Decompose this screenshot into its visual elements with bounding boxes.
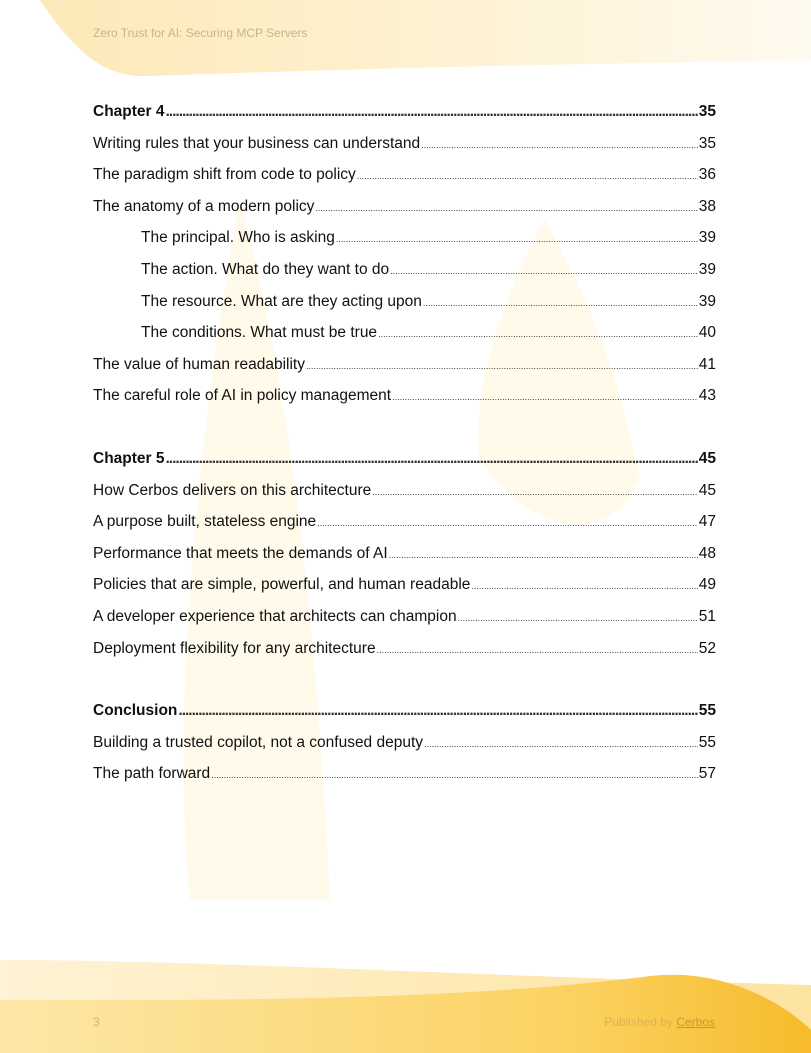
dot-leader: [178, 695, 697, 727]
dot-leader: [372, 475, 697, 509]
toc-entry-label: The resource. What are they acting upon: [141, 292, 422, 310]
dot-leader: [211, 758, 698, 792]
toc-section-chapter-5: [93, 443, 716, 664]
document-running-title: Zero Trust for AI: Securing MCP Servers: [93, 26, 308, 40]
toc-subentry[interactable]: [93, 254, 716, 286]
toc-entry-label: The anatomy of a modern policy: [93, 197, 315, 215]
dot-leader: [458, 601, 698, 635]
toc-page-number: 45: [698, 449, 716, 467]
toc-page-number: 39: [698, 292, 716, 310]
toc-subentry[interactable]: [93, 222, 716, 254]
toc-heading-label: Chapter 4: [93, 103, 165, 120]
toc-entry-label: The paradigm shift from code to policy: [93, 166, 356, 184]
toc-entry-label: Writing rules that your business can understand: [93, 134, 421, 152]
toc-entry-label: The principal. Who is asking: [141, 229, 335, 247]
dot-leader: [306, 349, 698, 383]
toc-entry-label: The action. What do they want to do: [141, 260, 390, 278]
toc-subentry[interactable]: [93, 317, 716, 349]
toc-page-number: 55: [698, 702, 716, 720]
dot-leader: [315, 191, 697, 225]
toc-page-number: 41: [698, 355, 716, 373]
table-of-contents: [93, 96, 716, 821]
toc-entry[interactable]: [93, 538, 716, 570]
toc-page-number: 48: [698, 544, 716, 562]
toc-entry-label: The careful role of AI in policy management: [93, 387, 392, 405]
toc-entry-label: The conditions. What must be true: [141, 324, 378, 342]
toc-entry-label: Deployment flexibility for any architecture: [93, 639, 376, 657]
toc-entry[interactable]: [93, 128, 716, 160]
toc-subentry[interactable]: [93, 286, 716, 318]
toc-entry-label: The path forward: [93, 765, 211, 783]
toc-page-number: 49: [698, 576, 716, 594]
dot-leader: [166, 96, 698, 128]
dot-leader: [336, 222, 698, 256]
toc-page-number: 43: [698, 387, 716, 405]
toc-entry-label: A purpose built, stateless engine: [93, 513, 317, 531]
toc-heading-label: Conclusion: [93, 702, 178, 720]
dot-leader: [166, 443, 698, 475]
toc-heading[interactable]: [93, 695, 716, 727]
toc-section-chapter-4: [93, 96, 716, 412]
toc-page-number: 39: [698, 229, 716, 247]
toc-entry[interactable]: [93, 191, 716, 223]
toc-entry-label: Building a trusted copilot, not a confused deputy: [93, 733, 424, 751]
toc-page-number: 38: [698, 197, 716, 215]
toc-entry-label: Policies that are simple, powerful, and human readable: [93, 576, 471, 594]
toc-page-number: 35: [698, 103, 716, 120]
toc-page-number: 36: [698, 166, 716, 184]
publisher-credit: [604, 1015, 715, 1029]
toc-section-conclusion: [93, 695, 716, 790]
toc-page-number: 45: [698, 481, 716, 499]
toc-entry[interactable]: [93, 569, 716, 601]
toc-heading[interactable]: [93, 443, 716, 475]
toc-page-number: 52: [698, 639, 716, 657]
toc-page-number: 51: [698, 607, 716, 625]
page-number: 3: [93, 1015, 100, 1029]
dot-leader: [421, 128, 698, 162]
toc-entry[interactable]: [93, 506, 716, 538]
toc-page-number: 57: [698, 765, 716, 783]
toc-entry[interactable]: [93, 475, 716, 507]
toc-page-number: 47: [698, 513, 716, 531]
toc-entry[interactable]: [93, 159, 716, 191]
toc-page-number: 39: [698, 260, 716, 278]
published-by-label: Published by: [604, 1015, 673, 1029]
toc-page-number: 35: [698, 134, 716, 152]
toc-page-number: 40: [698, 324, 716, 342]
dot-leader: [471, 569, 697, 603]
dot-leader: [392, 380, 698, 414]
toc-entry[interactable]: [93, 380, 716, 412]
dot-leader: [389, 538, 698, 572]
toc-entry-label: A developer experience that architects can champion: [93, 607, 457, 625]
dot-leader: [378, 317, 698, 351]
dot-leader: [317, 506, 698, 540]
toc-entry-label: Performance that meets the demands of AI: [93, 544, 388, 562]
toc-entry[interactable]: [93, 727, 716, 759]
toc-entry[interactable]: [93, 601, 716, 633]
toc-heading-label: Chapter 5: [93, 449, 165, 467]
dot-leader: [423, 286, 698, 320]
toc-page-number: 55: [698, 733, 716, 751]
dot-leader: [357, 159, 698, 193]
publisher-link[interactable]: Cerbos: [676, 1015, 715, 1029]
dot-leader: [377, 633, 698, 667]
dot-leader: [390, 254, 698, 288]
toc-entry[interactable]: [93, 758, 716, 790]
toc-entry[interactable]: [93, 349, 716, 381]
toc-entry-label: How Cerbos delivers on this architecture: [93, 481, 372, 499]
toc-entry[interactable]: [93, 633, 716, 665]
dot-leader: [424, 727, 698, 761]
toc-heading[interactable]: [93, 96, 716, 128]
toc-entry-label: The value of human readability: [93, 355, 305, 373]
